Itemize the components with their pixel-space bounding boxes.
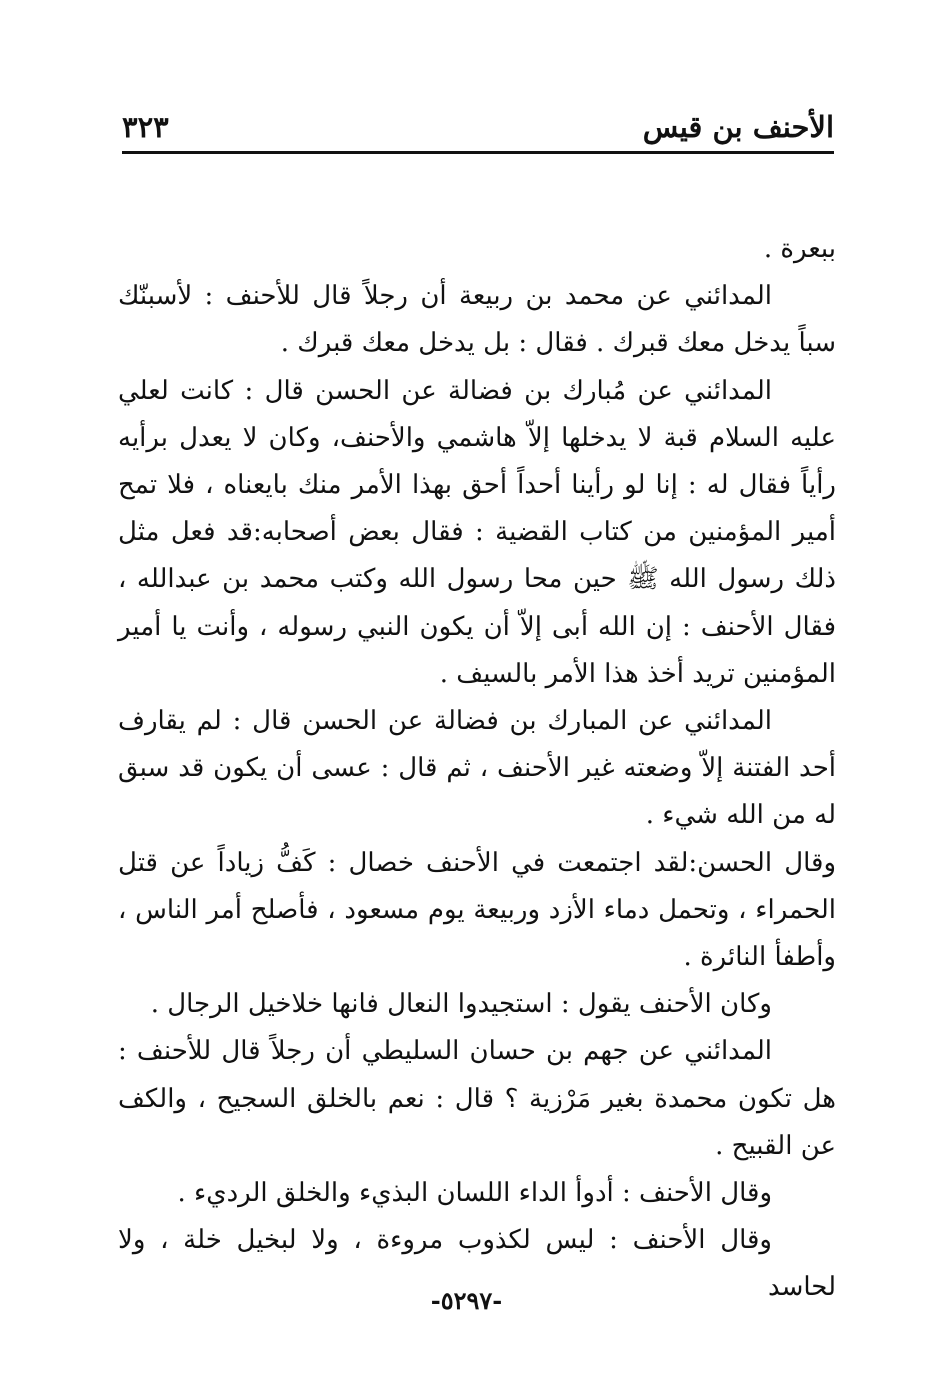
paragraph-narration-ali-tent: المدائني عن مُبارك بن فضالة عن الحسن قال : كانت لعلي عليه السلام قبة لا يدخلها إلاّ هاشمي والأحنف، وكان لا يعدل برأيه رأياً فقال له : إنا لو رأينا أحداً أحق بهذا الأمر منك بايعناه ، فلا تمح أمير المؤمنين من كتاب القضية : فقال بعض أصحابه:قد فعل مثل ذلك رسول الله ﷺ حين محا رسول الله وكتب محمد بن عبدالله ، فقال الأحنف : إن الله أبى إلاّ أن يكون النبي رسوله ، وأنت يا أمير المؤمنين تريد أخذ هذا الأمر بالسيف . [118,375,836,689]
paragraph-worst-disease: وقال الأحنف : أدوأ الداء اللسان البذيء والخلق الرديء . [177,1178,772,1209]
paragraph-hasan-qualities: وقال الحسن:لقد اجتمعت في الأحنف خصال : كَفُّ زياداً عن قتل الحمراء ، وتحمل دماء الأزد وربيعة يوم مسعود ، فأصلح أمر الناس ، وأطفأ النائرة . [118,847,836,973]
paragraph-narration-praise: المدائني عن جهم بن حسان السليطي أن رجلاً قال للأحنف : هل تكون محمدة بغير مَرْزية ؟ قال : نعم بالخلق السجيح ، والكف عن القبيح . [118,1036,836,1161]
page-number: ٣٢٣ [122,110,169,144]
folio-number: -٥٢٩٧- [430,1286,503,1315]
paragraph-continuation: ببعرة . [763,234,836,264]
paragraph-sandals-saying: وكان الأحنف يقول : استجيدوا النعال فانها خلاخيل الرجال . [150,989,772,1020]
paragraph-narration-fitna: المدائني عن المبارك بن فضالة عن الحسن قال : لم يقارف أحد الفتنة إلاّ وضعته غير الأحنف ، ثم قال : عسى أن يكون قد سبق له من الله شيء . [118,706,836,831]
running-title: الأحنف بن قيس [642,110,834,144]
paragraph-liar-saying: وقال الأحنف : ليس لكذوب مروءة ، ولا لبخيل خلة ، ولا لحاسد [118,1225,836,1303]
body-text [118,226,836,1312]
header-rule [122,151,834,154]
running-header [122,100,834,144]
paragraph-narration-insult: المدائني عن محمد بن ربيعة أن رجلاً قال للأحنف : لأسبنّك سباً يدخل معك قبرك . فقال : بل يدخل معك قبرك . [118,281,836,359]
